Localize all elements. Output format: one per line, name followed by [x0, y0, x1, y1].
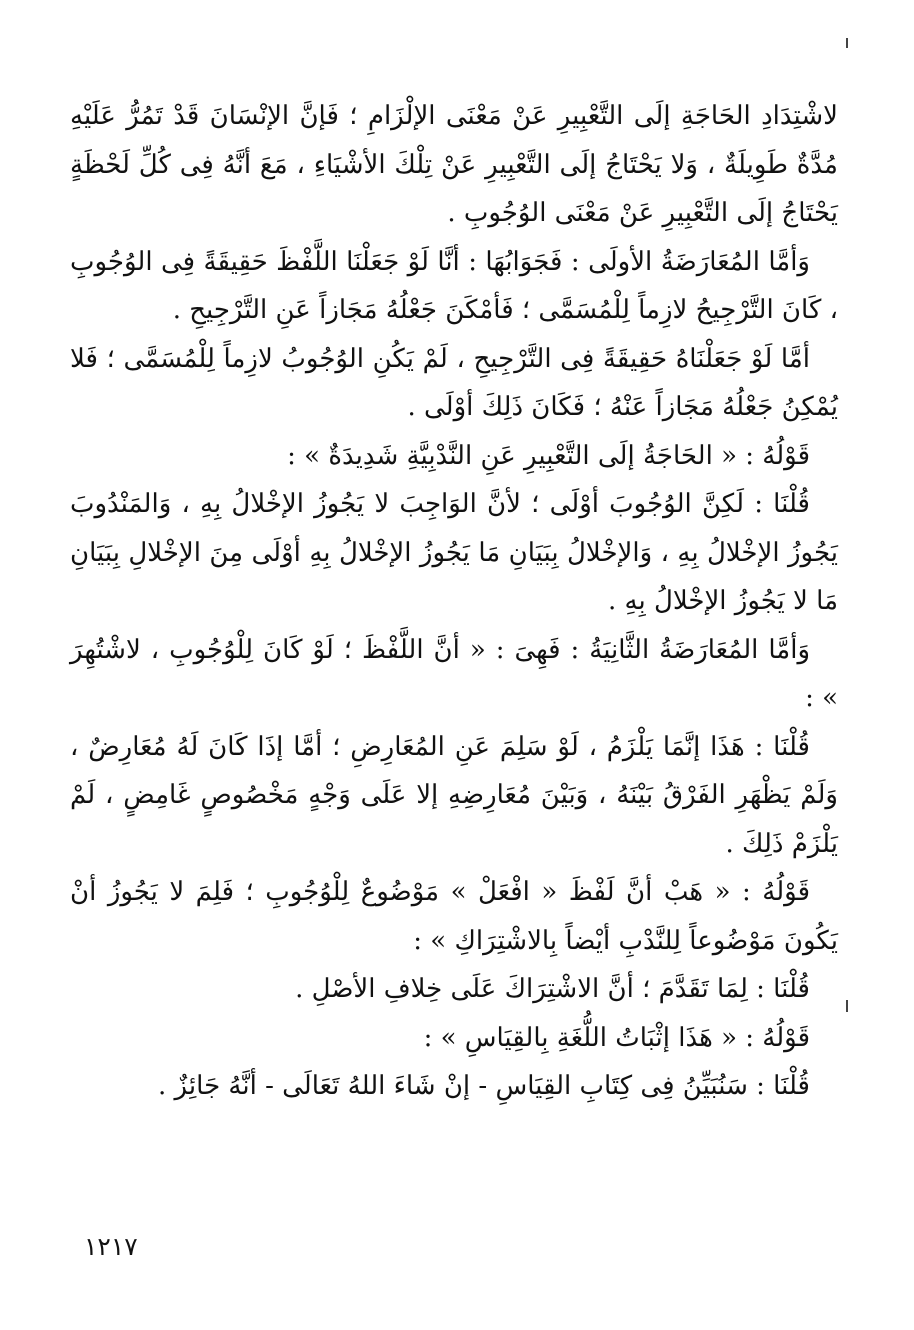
paragraph: قُلْنَا : هَذَا إنَّمَا يَلْزَمُ ، لَوْ سَلِمَ عَنِ المُعَارِضِ ؛ أمَّا إذَا كَانَ لَهُ مُعَارِضٌ ، وَلَمْ يَظْهَرِ الفَرْقُ بَيْنَهُ ، وَبَيْنَ مُعَارِضِهِ إلا عَلَى وَجْهٍ مَخْصُوصٍ غَامِضٍ ، لَمْ يَلْزَمْ ذَلِكَ . — [70, 731, 838, 859]
scan-edge-mark — [846, 1000, 848, 1012]
paragraph: قَوْلُهُ : « هَذَا إثْبَاتُ اللُّغَةِ بِالقِيَاسِ » : — [423, 1022, 810, 1053]
paragraph: قَوْلُهُ : « الحَاجَةُ إلَى التَّعْبِيرِ عَنِ النَّدْبِيَّةِ شَدِيدَةٌ » : — [287, 440, 810, 471]
paragraph: وَأمَّا المُعَارَضَةُ الأولَى : فَجَوَابُهَا : أنَّا لَوْ جَعَلْنَا اللَّفْظَ حَقِيقَةً فِى الوُجُوبِ ، كَانَ التَّرْجِيحُ لازِماً لِلْمُسَمَّى ؛ فَأمْكَنَ جَعْلُهُ مَجَازاً عَنِ التَّرْجِيحِ . — [70, 246, 838, 325]
scan-edge-mark — [846, 38, 848, 48]
paragraph: قُلْنَا : سَنُبَيِّنُ فِى كِتَابِ القِيَاسِ - إنْ شَاءَ اللهُ تَعَالَى - أنَّهُ جَائِزٌ . — [158, 1071, 810, 1101]
paragraph: لاشْتِدَادِ الحَاجَةِ إلَى التَّعْبِيرِ عَنْ مَعْنَى الإلْزَامِ ؛ فَإنَّ الإنْسَانَ قَدْ تَمُرُّ عَلَيْهِ مُدَّةٌ طَوِيلَةٌ ، وَلا يَحْتَاجُ إلَى التَّعْبِيرِ عَنْ تِلْكَ الأشْيَاءِ ، مَعَ أنَّهُ فِى كُلِّ لَحْظَةٍ يَحْتَاجُ إلَى التَّعْبِيرِ عَنْ مَعْنَى الوُجُوبِ . — [70, 101, 838, 228]
body-text — [70, 92, 838, 1111]
paragraph: قُلْنَا : لَكِنَّ الوُجُوبَ أوْلَى ؛ لأنَّ الوَاجِبَ لا يَجُوزُ الإخْلالُ بِهِ ، وَالمَنْدُوبَ يَجُوزُ الإخْلالُ بِهِ ، وَالإخْلالُ بِبَيَانِ مَا يَجُوزُ الإخْلالُ بِهِ أوْلَى مِنَ الإخْلالِ بِبَيَانِ مَا لا يَجُوزُ الإخْلالُ بِهِ . — [70, 489, 838, 616]
paragraph: وَأمَّا المُعَارَضَةُ الثَّانِيَةُ : فَهِىَ : « أنَّ اللَّفْظَ ؛ لَوْ كَانَ لِلْوُجُوبِ ، لاشْتُهِرَ » : — [70, 634, 838, 713]
paragraph: قَوْلُهُ : « هَبْ أنَّ لَفْظَ « افْعَلْ » مَوْضُوعٌ لِلْوُجُوبِ ؛ فَلِمَ لا يَجُوزُ أنْ يَكُونَ مَوْضُوعاً لِلنَّدْبِ أيْضاً بِالاشْتِرَاكِ » : — [70, 877, 838, 956]
paragraph: قُلْنَا : لِمَا تَقَدَّمَ ؛ أنَّ الاشْتِرَاكَ عَلَى خِلافِ الأصْلِ . — [295, 974, 810, 1004]
paragraph: أمَّا لَوْ جَعَلْنَاهُ حَقِيقَةً فِى التَّرْجِيحِ ، لَمْ يَكُنِ الوُجُوبُ لازِماً لِلْمُسَمَّى ؛ فَلا يُمْكِنُ جَعْلُهُ مَجَازاً عَنْهُ ؛ فَكَانَ ذَلِكَ أوْلَى . — [70, 343, 838, 422]
page-number: ١٢١٧ — [84, 1232, 138, 1261]
